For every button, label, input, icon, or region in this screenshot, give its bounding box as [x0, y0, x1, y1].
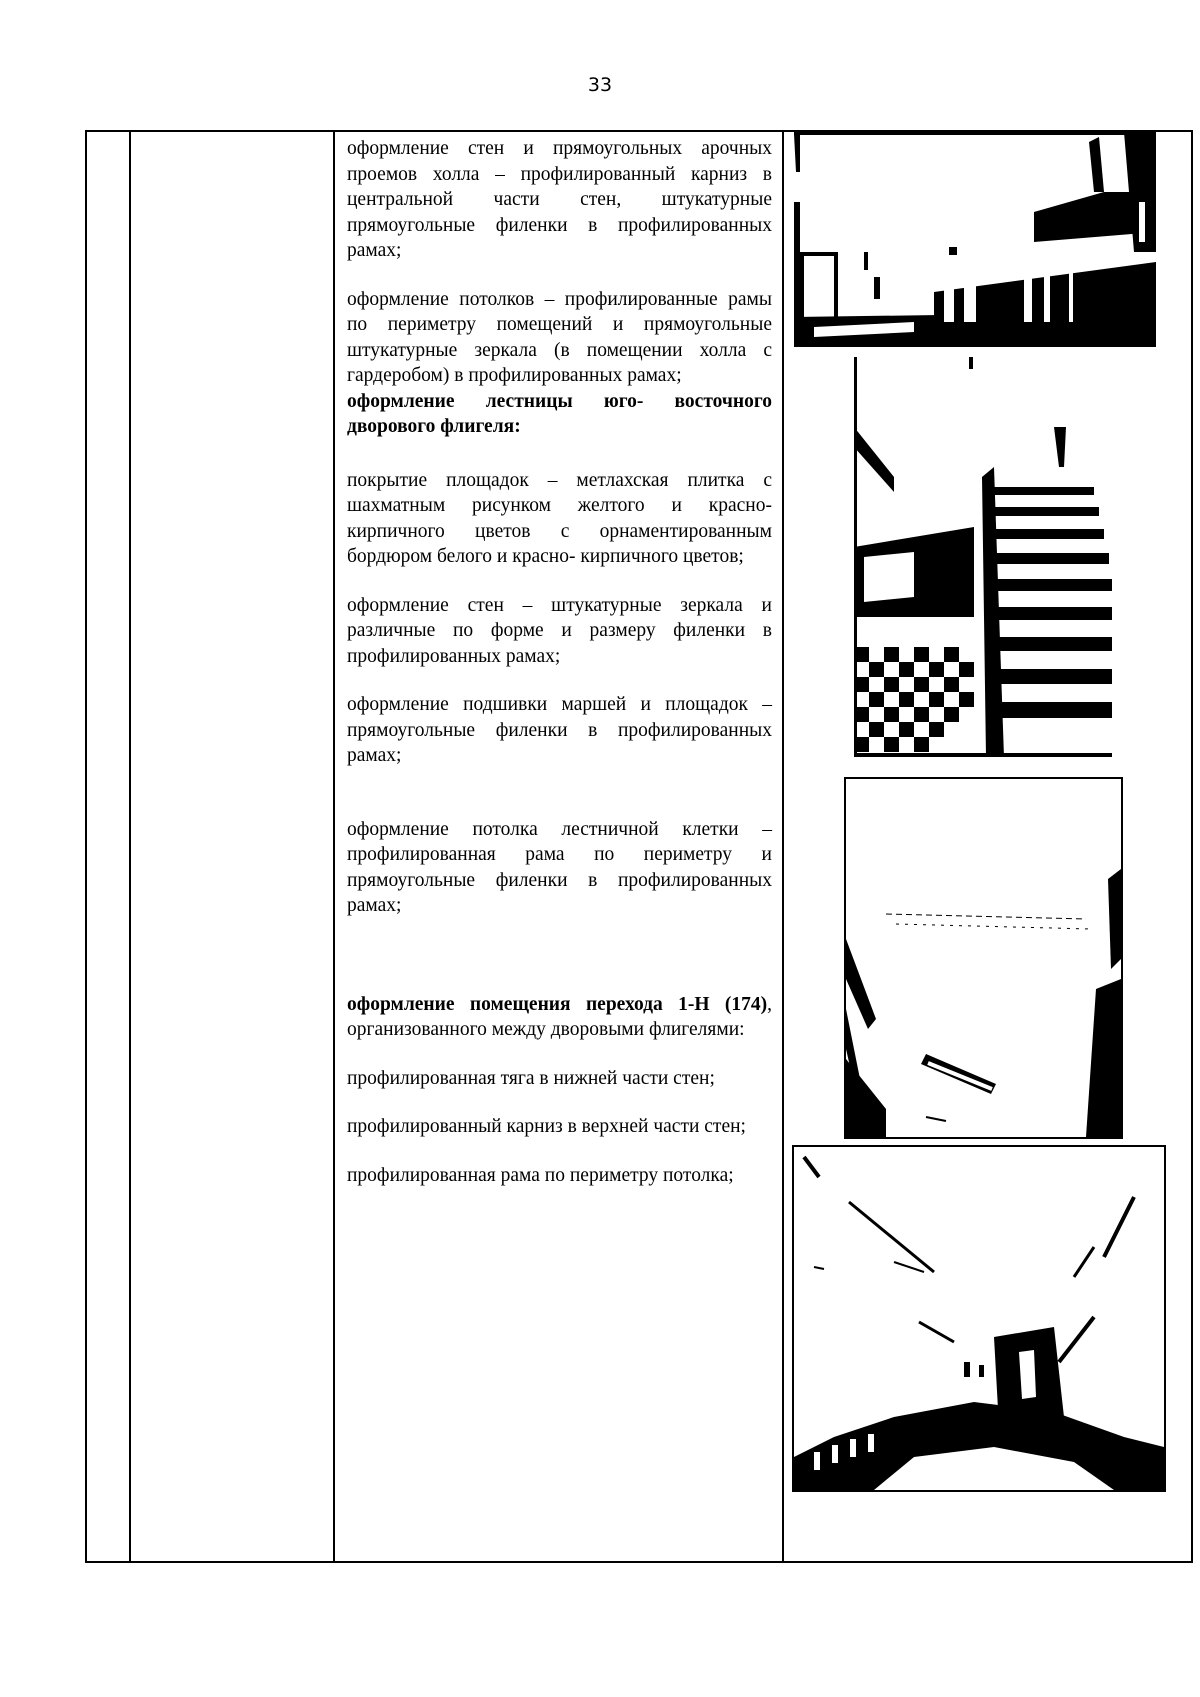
passage-photo — [794, 1147, 1164, 1490]
staircase-photo — [854, 357, 1112, 757]
paragraph-stair-walls: оформление стен – штукатурные зеркала и различные по форме и размеру филенки в профилированных рамах; — [347, 594, 772, 667]
description-cell — [334, 131, 783, 1562]
paragraph-lower-molding: профилированная тяга в нижней части стен; — [347, 1067, 715, 1089]
paragraph-stair-heading: оформление лестницы юго- восточного дворового флигеля: — [347, 390, 772, 437]
name-cell — [130, 131, 334, 1562]
paragraph-ceilings: оформление потолков – профилированные рамы по периметру помещений и прямоугольные штукатурные зеркала (в помещении холла с гардеробом) в профилированных рамах; — [347, 288, 772, 386]
paragraph-stair-ceiling: оформление потолка лестничной клетки – профилированная рама по периметру и прямоугольные филенки в профилированных рамах; — [347, 818, 772, 916]
paragraph-landing-tiles: покрытие площадок – метлахская плитка с шахматным рисунком желтого и красно-кирпичного цветов с орнаментированным бордюром белого и красно- кирпичного цветов; — [347, 469, 772, 567]
passage-heading-rest: , организованного между дворовыми флигелями: — [347, 993, 772, 1040]
stair-ceiling-photo — [846, 779, 1121, 1137]
page-number: 33 — [587, 74, 613, 96]
passage-heading-bold: оформление помещения перехода 1-Н (174) — [347, 993, 768, 1015]
monument-elements-table — [85, 130, 1193, 1563]
paragraph-hall-walls: оформление стен и прямоугольных арочных проемов холла – профилированный карниз в центральной части стен, штукатурные прямоугольные филенки в профилированных рамах; — [347, 138, 772, 261]
paragraph-soffits: оформление подшивки маршей и площадок – прямоугольные филенки в профилированных рамах; — [347, 694, 772, 766]
paragraph-upper-cornice: профилированный карниз в верхней части стен; — [347, 1116, 746, 1137]
hall-photo — [794, 132, 1156, 347]
paragraph-ceiling-frame: профилированная рама по периметру потолка; — [347, 1164, 734, 1186]
paragraph-passage-heading — [347, 992, 772, 1043]
photos-cell — [783, 131, 1192, 1562]
index-cell — [86, 131, 130, 1562]
table-row — [86, 131, 1192, 1562]
